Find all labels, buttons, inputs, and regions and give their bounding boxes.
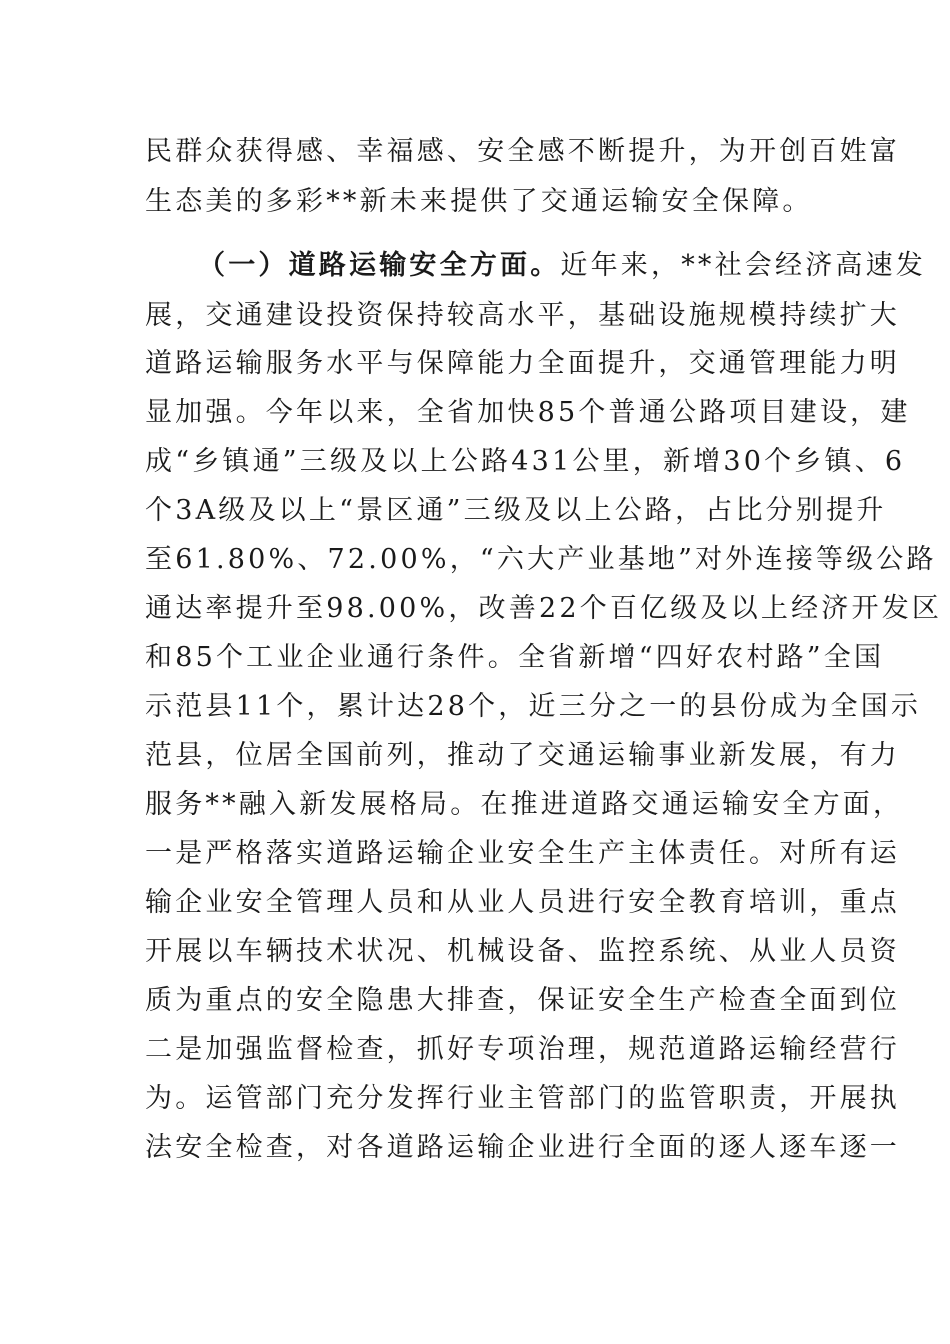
text-line: 通达率提升至98.00%，改善22个百亿级及以上经济开发区 [145,593,943,624]
text-line: 范县，位居全国前列，推动了交通运输事业新发展，有力 [145,740,900,771]
text-run: 近年来，**社会经济高速发 [560,250,927,281]
text-line: 道路运输服务水平与保障能力全面提升，交通管理能力明 [145,348,900,379]
text-line: 一是严格落实道路运输企业安全生产主体责任。对所有运 [145,838,900,869]
text-line: 输企业安全管理人员和从业人员进行安全教育培训，重点 [145,887,900,918]
text-line: 开展以车辆技术状况、机械设备、监控系统、从业人员资 [145,936,900,967]
section-paragraph-first-line [198,246,927,286]
text-line: 二是加强监督检查，抓好专项治理，规范道路运输经营行 [145,1034,900,1065]
text-line: 成“乡镇通”三级及以上公路431公里，新增30个乡镇、6 [145,446,906,477]
text-line: 和85个工业企业通行条件。全省新增“四好农村路”全国 [145,642,885,673]
section-heading: （一）道路运输安全方面。 [198,250,561,281]
text-line: 法安全检查，对各道路运输企业进行全面的逐人逐车逐一 [145,1132,900,1163]
text-line: 至61.80%、72.00%，“六大产业基地”对外连接等级公路 [145,544,937,575]
text-line: 服务**融入新发展格局。在推进道路交通运输安全方面， [145,789,904,820]
text-line: 生态美的多彩**新未来提供了交通运输安全保障。 [145,186,813,217]
text-line: 显加强。今年以来，全省加快85个普通公路项目建设，建 [145,397,911,428]
text-line: 为。运管部门充分发挥行业主管部门的监管职责，开展执 [145,1083,900,1114]
text-line: 个3A级及以上“景区通”三级及以上公路，占比分别提升 [145,495,887,526]
text-line: 展，交通建设投资保持较高水平，基础设施规模持续扩大 [145,300,900,331]
text-line: 质为重点的安全隐患大排查，保证安全生产检查全面到位 [145,985,900,1016]
text-line: 民群众获得感、幸福感、安全感不断提升，为开创百姓富 [145,136,900,167]
text-line: 示范县11个，累计达28个，近三分之一的县份成为全国示 [145,691,922,722]
